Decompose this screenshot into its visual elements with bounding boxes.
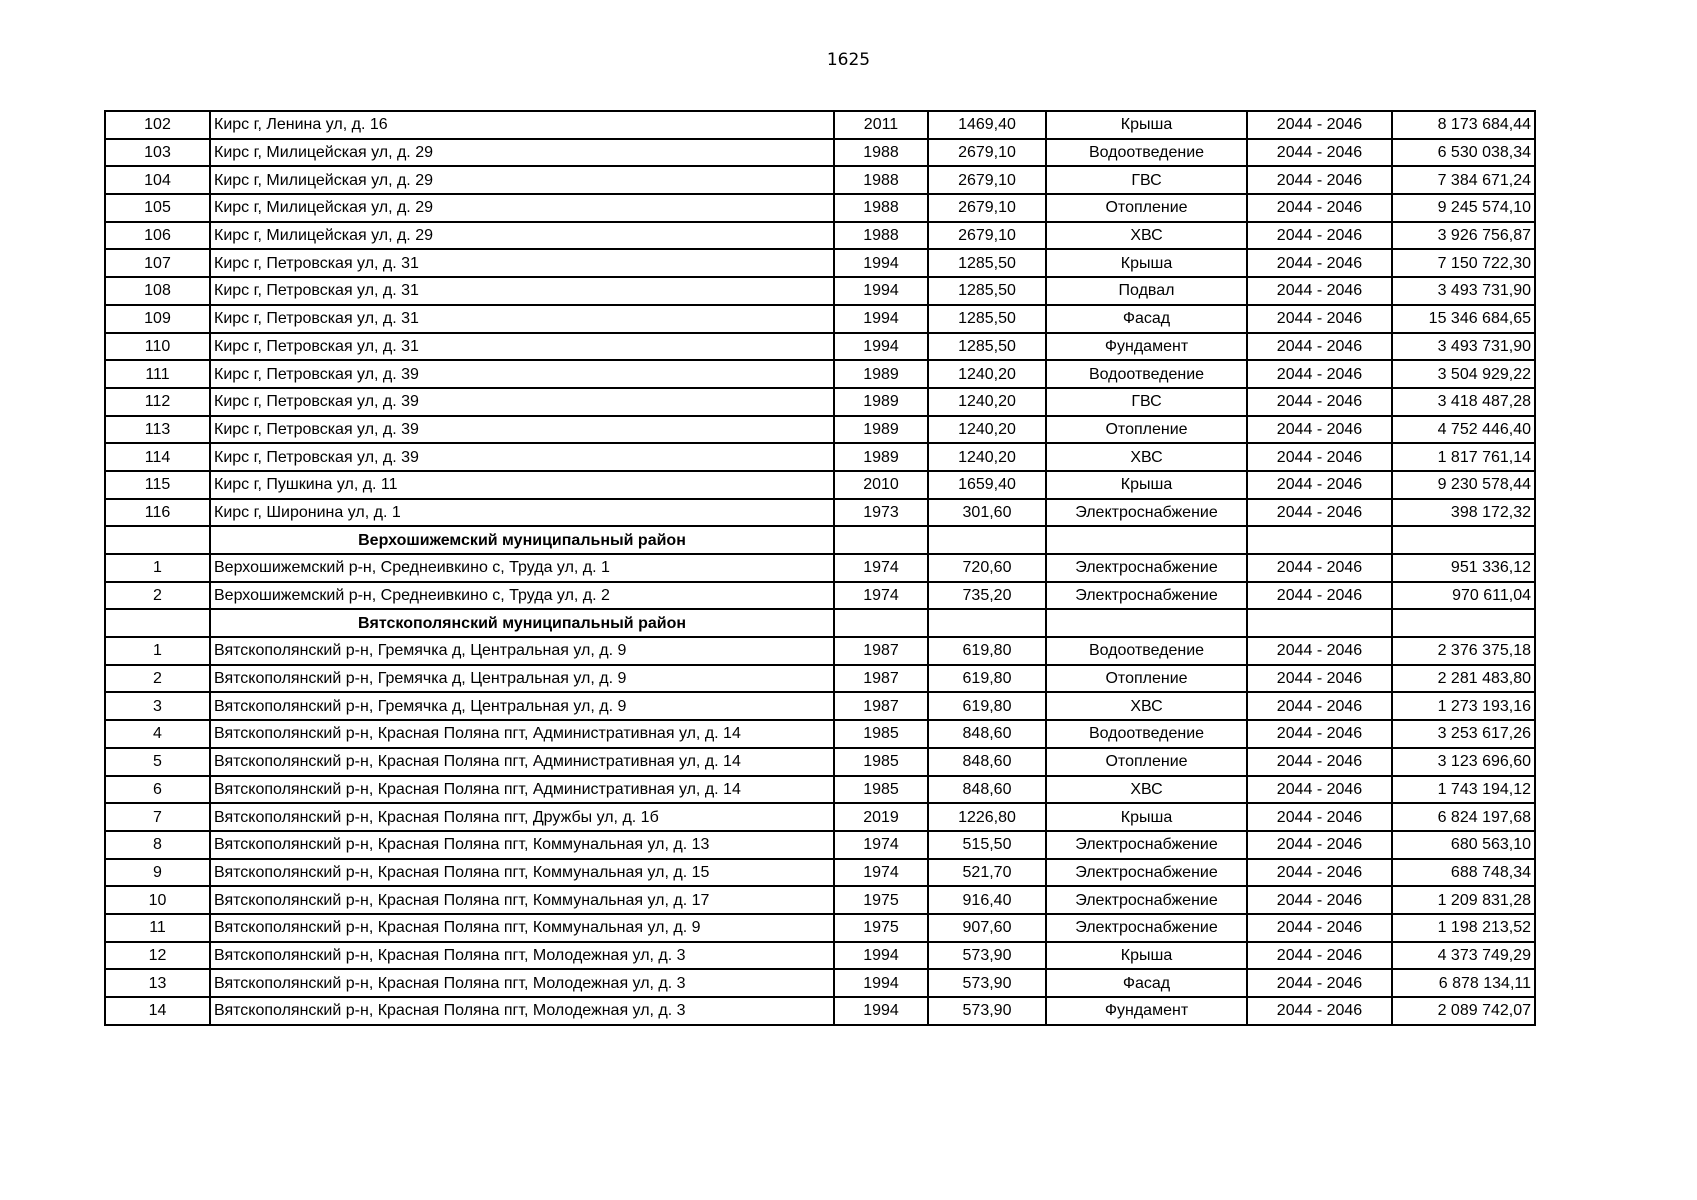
cost-cell: 951 336,12 [1392,554,1535,582]
area-cell: 735,20 [928,582,1046,610]
row-number-cell: 4 [105,720,210,748]
period-cell [1247,526,1392,554]
table-row [105,388,1535,416]
table-body [105,111,1535,1025]
address-cell: Кирс г, Пушкина ул, д. 11 [210,471,834,499]
address-cell: Вятскополянский р-н, Красная Поляна пгт, Административная ул, д. 14 [210,720,834,748]
year-cell: 1974 [834,554,928,582]
cost-cell: 970 611,04 [1392,582,1535,610]
table-row [105,637,1535,665]
table-row [105,249,1535,277]
work-type-cell: Электроснабжение [1046,831,1247,859]
row-number-cell [105,526,210,554]
area-cell: 2679,10 [928,194,1046,222]
work-type-cell: Крыша [1046,803,1247,831]
area-cell: 2679,10 [928,222,1046,250]
table-row [105,720,1535,748]
address-cell: Кирс г, Петровская ул, д. 31 [210,305,834,333]
table-row [105,831,1535,859]
area-cell: 1240,20 [928,443,1046,471]
address-cell: Кирс г, Милицейская ул, д. 29 [210,222,834,250]
cost-cell: 3 493 731,90 [1392,333,1535,361]
cost-cell: 1 743 194,12 [1392,776,1535,804]
address-cell: Вятскополянский р-н, Красная Поляна пгт, Коммунальная ул, д. 9 [210,914,834,942]
area-cell: 1240,20 [928,416,1046,444]
row-number-cell: 3 [105,692,210,720]
work-type-cell: ГВС [1046,388,1247,416]
year-cell: 1994 [834,969,928,997]
row-number-cell: 116 [105,499,210,527]
cost-cell: 680 563,10 [1392,831,1535,859]
row-number-cell: 114 [105,443,210,471]
period-cell: 2044 - 2046 [1247,776,1392,804]
period-cell: 2044 - 2046 [1247,416,1392,444]
table-row [105,111,1535,139]
year-cell: 1975 [834,886,928,914]
table-row [105,139,1535,167]
period-cell: 2044 - 2046 [1247,720,1392,748]
address-cell: Вятскополянский р-н, Красная Поляна пгт, Административная ул, д. 14 [210,748,834,776]
area-cell: 848,60 [928,720,1046,748]
table-row [105,471,1535,499]
work-type-cell: Водоотведение [1046,637,1247,665]
year-cell: 1985 [834,748,928,776]
work-type-cell: Фундамент [1046,333,1247,361]
cost-cell: 398 172,32 [1392,499,1535,527]
area-cell: 573,90 [928,997,1046,1025]
address-cell: Кирс г, Ленина ул, д. 16 [210,111,834,139]
period-cell: 2044 - 2046 [1247,554,1392,582]
year-cell: 1994 [834,997,928,1025]
address-cell: Вятскополянский р-н, Гремячка д, Центральная ул, д. 9 [210,665,834,693]
period-cell: 2044 - 2046 [1247,360,1392,388]
year-cell: 1985 [834,776,928,804]
row-number-cell: 5 [105,748,210,776]
work-type-cell [1046,609,1247,637]
section-title-cell: Верхошижемский муниципальный район [210,526,834,554]
cost-cell: 6 530 038,34 [1392,139,1535,167]
address-cell: Вятскополянский р-н, Красная Поляна пгт, Молодежная ул, д. 3 [210,997,834,1025]
period-cell: 2044 - 2046 [1247,194,1392,222]
year-cell: 1985 [834,720,928,748]
table-row [105,333,1535,361]
period-cell: 2044 - 2046 [1247,111,1392,139]
work-type-cell: Электроснабжение [1046,886,1247,914]
row-number-cell: 115 [105,471,210,499]
table-row [105,859,1535,887]
table-row [105,997,1535,1025]
period-cell: 2044 - 2046 [1247,582,1392,610]
address-cell: Кирс г, Петровская ул, д. 39 [210,360,834,388]
work-type-cell: Фасад [1046,969,1247,997]
period-cell: 2044 - 2046 [1247,692,1392,720]
period-cell: 2044 - 2046 [1247,997,1392,1025]
address-cell: Вятскополянский р-н, Красная Поляна пгт, Административная ул, д. 14 [210,776,834,804]
work-type-cell: Электроснабжение [1046,582,1247,610]
year-cell: 1988 [834,166,928,194]
cost-cell: 2 376 375,18 [1392,637,1535,665]
work-type-cell: ХВС [1046,776,1247,804]
table-row [105,969,1535,997]
period-cell: 2044 - 2046 [1247,942,1392,970]
year-cell: 1987 [834,665,928,693]
address-cell: Кирс г, Милицейская ул, д. 29 [210,166,834,194]
row-number-cell: 105 [105,194,210,222]
area-cell: 1285,50 [928,305,1046,333]
year-cell: 1989 [834,388,928,416]
area-cell: 619,80 [928,637,1046,665]
table-row [105,692,1535,720]
address-cell: Кирс г, Петровская ул, д. 31 [210,333,834,361]
address-cell: Вятскополянский р-н, Красная Поляна пгт, Молодежная ул, д. 3 [210,969,834,997]
period-cell: 2044 - 2046 [1247,222,1392,250]
year-cell: 1994 [834,277,928,305]
row-number-cell: 109 [105,305,210,333]
area-cell: 521,70 [928,859,1046,887]
work-type-cell: Отопление [1046,416,1247,444]
area-cell: 720,60 [928,554,1046,582]
year-cell: 1994 [834,942,928,970]
period-cell: 2044 - 2046 [1247,969,1392,997]
section-header-row [105,526,1535,554]
work-type-cell: Крыша [1046,942,1247,970]
year-cell: 1974 [834,582,928,610]
cost-cell: 4 752 446,40 [1392,416,1535,444]
address-cell: Кирс г, Петровская ул, д. 39 [210,416,834,444]
table-row [105,803,1535,831]
period-cell: 2044 - 2046 [1247,471,1392,499]
area-cell: 1240,20 [928,360,1046,388]
row-number-cell: 111 [105,360,210,388]
row-number-cell: 102 [105,111,210,139]
area-cell: 1469,40 [928,111,1046,139]
period-cell: 2044 - 2046 [1247,831,1392,859]
row-number-cell: 8 [105,831,210,859]
cost-cell: 1 209 831,28 [1392,886,1535,914]
row-number-cell: 12 [105,942,210,970]
area-cell: 2679,10 [928,139,1046,167]
cost-cell: 9 245 574,10 [1392,194,1535,222]
work-type-cell: ХВС [1046,692,1247,720]
cost-cell: 8 173 684,44 [1392,111,1535,139]
area-cell: 619,80 [928,665,1046,693]
work-type-cell: ХВС [1046,222,1247,250]
cost-cell: 7 150 722,30 [1392,249,1535,277]
work-type-cell: Электроснабжение [1046,554,1247,582]
area-cell: 1226,80 [928,803,1046,831]
year-cell: 1987 [834,637,928,665]
period-cell: 2044 - 2046 [1247,166,1392,194]
area-cell: 1285,50 [928,277,1046,305]
table-row [105,554,1535,582]
period-cell: 2044 - 2046 [1247,914,1392,942]
work-type-cell: Фундамент [1046,997,1247,1025]
area-cell: 916,40 [928,886,1046,914]
row-number-cell [105,609,210,637]
row-number-cell: 10 [105,886,210,914]
work-type-cell: Крыша [1046,471,1247,499]
cost-cell: 2 281 483,80 [1392,665,1535,693]
year-cell: 1989 [834,360,928,388]
row-number-cell: 107 [105,249,210,277]
work-type-cell: Фасад [1046,305,1247,333]
table-row [105,222,1535,250]
section-title-cell: Вятскополянский муниципальный район [210,609,834,637]
period-cell: 2044 - 2046 [1247,748,1392,776]
area-cell: 1659,40 [928,471,1046,499]
cost-cell: 3 493 731,90 [1392,277,1535,305]
period-cell: 2044 - 2046 [1247,499,1392,527]
cost-cell [1392,526,1535,554]
work-type-cell: Водоотведение [1046,360,1247,388]
address-cell: Верхошижемский р-н, Среднеивкино с, Труда ул, д. 1 [210,554,834,582]
work-type-cell: Электроснабжение [1046,914,1247,942]
cost-cell: 15 346 684,65 [1392,305,1535,333]
cost-cell: 7 384 671,24 [1392,166,1535,194]
period-cell: 2044 - 2046 [1247,665,1392,693]
table-row [105,166,1535,194]
year-cell: 2019 [834,803,928,831]
row-number-cell: 113 [105,416,210,444]
cost-cell: 3 123 696,60 [1392,748,1535,776]
cost-cell [1392,609,1535,637]
cost-cell: 6 824 197,68 [1392,803,1535,831]
row-number-cell: 1 [105,554,210,582]
address-cell: Кирс г, Широнина ул, д. 1 [210,499,834,527]
period-cell: 2044 - 2046 [1247,388,1392,416]
table-row [105,665,1535,693]
table-row [105,582,1535,610]
row-number-cell: 1 [105,637,210,665]
year-cell: 2011 [834,111,928,139]
year-cell: 1974 [834,859,928,887]
year-cell: 1973 [834,499,928,527]
area-cell: 573,90 [928,969,1046,997]
table-row [105,886,1535,914]
row-number-cell: 2 [105,582,210,610]
work-type-cell: Подвал [1046,277,1247,305]
period-cell: 2044 - 2046 [1247,305,1392,333]
row-number-cell: 13 [105,969,210,997]
table-row [105,305,1535,333]
year-cell: 1994 [834,305,928,333]
section-header-row [105,609,1535,637]
period-cell: 2044 - 2046 [1247,443,1392,471]
address-cell: Кирс г, Милицейская ул, д. 29 [210,139,834,167]
cost-cell: 3 418 487,28 [1392,388,1535,416]
year-cell: 1988 [834,194,928,222]
cost-cell: 3 504 929,22 [1392,360,1535,388]
work-type-cell: ГВС [1046,166,1247,194]
period-cell: 2044 - 2046 [1247,139,1392,167]
area-cell: 848,60 [928,776,1046,804]
work-type-cell: Крыша [1046,249,1247,277]
address-cell: Вятскополянский р-н, Гремячка д, Центральная ул, д. 9 [210,692,834,720]
cost-cell: 6 878 134,11 [1392,969,1535,997]
area-cell [928,526,1046,554]
year-cell: 1989 [834,443,928,471]
year-cell: 1975 [834,914,928,942]
address-cell: Вятскополянский р-н, Красная Поляна пгт, Коммунальная ул, д. 15 [210,859,834,887]
year-cell [834,526,928,554]
row-number-cell: 7 [105,803,210,831]
period-cell: 2044 - 2046 [1247,333,1392,361]
table-row [105,499,1535,527]
period-cell: 2044 - 2046 [1247,277,1392,305]
year-cell: 1988 [834,139,928,167]
row-number-cell: 9 [105,859,210,887]
work-type-cell: Отопление [1046,665,1247,693]
period-cell: 2044 - 2046 [1247,803,1392,831]
work-type-cell: Отопление [1046,748,1247,776]
area-cell [928,609,1046,637]
row-number-cell: 2 [105,665,210,693]
year-cell: 1988 [834,222,928,250]
address-cell: Верхошижемский р-н, Среднеивкино с, Труда ул, д. 2 [210,582,834,610]
table-row [105,416,1535,444]
row-number-cell: 14 [105,997,210,1025]
row-number-cell: 11 [105,914,210,942]
row-number-cell: 104 [105,166,210,194]
area-cell: 573,90 [928,942,1046,970]
cost-cell: 1 817 761,14 [1392,443,1535,471]
address-cell: Кирс г, Милицейская ул, д. 29 [210,194,834,222]
table-row [105,443,1535,471]
year-cell: 1987 [834,692,928,720]
area-cell: 1285,50 [928,333,1046,361]
address-cell: Вятскополянский р-н, Красная Поляна пгт, Дружбы ул, д. 1б [210,803,834,831]
area-cell: 1240,20 [928,388,1046,416]
table-row [105,360,1535,388]
area-cell: 907,60 [928,914,1046,942]
work-type-cell: ХВС [1046,443,1247,471]
address-cell: Вятскополянский р-н, Красная Поляна пгт, Коммунальная ул, д. 17 [210,886,834,914]
row-number-cell: 110 [105,333,210,361]
cost-cell: 1 273 193,16 [1392,692,1535,720]
period-cell: 2044 - 2046 [1247,249,1392,277]
year-cell: 1994 [834,249,928,277]
period-cell: 2044 - 2046 [1247,859,1392,887]
address-cell: Кирс г, Петровская ул, д. 31 [210,277,834,305]
address-cell: Вятскополянский р-н, Красная Поляна пгт, Коммунальная ул, д. 13 [210,831,834,859]
area-cell: 848,60 [928,748,1046,776]
address-cell: Вятскополянский р-н, Гремячка д, Центральная ул, д. 9 [210,637,834,665]
register-table [104,110,1536,1026]
table-row [105,776,1535,804]
row-number-cell: 103 [105,139,210,167]
row-number-cell: 108 [105,277,210,305]
cost-cell: 9 230 578,44 [1392,471,1535,499]
area-cell: 515,50 [928,831,1046,859]
page-number: 1625 [826,50,871,70]
row-number-cell: 6 [105,776,210,804]
work-type-cell: Электроснабжение [1046,499,1247,527]
work-type-cell: Отопление [1046,194,1247,222]
area-cell: 301,60 [928,499,1046,527]
cost-cell: 4 373 749,29 [1392,942,1535,970]
area-cell: 619,80 [928,692,1046,720]
period-cell: 2044 - 2046 [1247,637,1392,665]
row-number-cell: 106 [105,222,210,250]
area-cell: 2679,10 [928,166,1046,194]
table-row [105,194,1535,222]
address-cell: Кирс г, Петровская ул, д. 39 [210,443,834,471]
table-row [105,914,1535,942]
work-type-cell: Крыша [1046,111,1247,139]
area-cell: 1285,50 [928,249,1046,277]
work-type-cell: Электроснабжение [1046,859,1247,887]
year-cell [834,609,928,637]
year-cell: 2010 [834,471,928,499]
cost-cell: 688 748,34 [1392,859,1535,887]
table-row [105,277,1535,305]
address-cell: Кирс г, Петровская ул, д. 39 [210,388,834,416]
year-cell: 1994 [834,333,928,361]
year-cell: 1974 [834,831,928,859]
cost-cell: 3 926 756,87 [1392,222,1535,250]
period-cell: 2044 - 2046 [1247,886,1392,914]
address-cell: Кирс г, Петровская ул, д. 31 [210,249,834,277]
cost-cell: 3 253 617,26 [1392,720,1535,748]
table-row [105,748,1535,776]
work-type-cell: Водоотведение [1046,720,1247,748]
cost-cell: 1 198 213,52 [1392,914,1535,942]
row-number-cell: 112 [105,388,210,416]
year-cell: 1989 [834,416,928,444]
address-cell: Вятскополянский р-н, Красная Поляна пгт, Молодежная ул, д. 3 [210,942,834,970]
work-type-cell: Водоотведение [1046,139,1247,167]
work-type-cell [1046,526,1247,554]
period-cell [1247,609,1392,637]
table-row [105,942,1535,970]
cost-cell: 2 089 742,07 [1392,997,1535,1025]
